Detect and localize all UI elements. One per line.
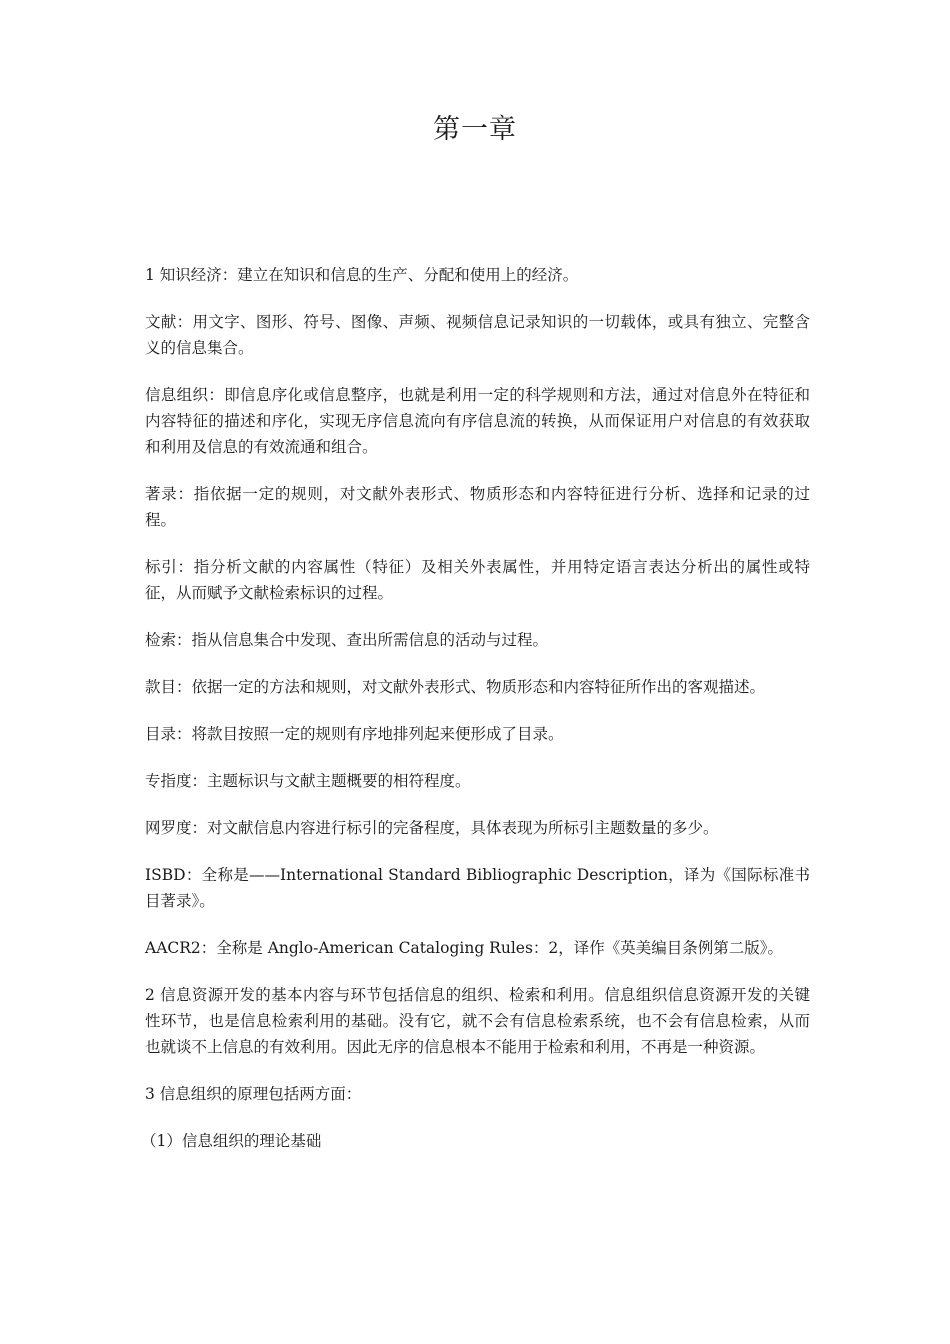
paragraph-indexing-definition: 标引：指分析文献的内容属性（特征）及相关外表属性，并用特定语言表达分析出的属性或特征，从而赋予文献检索标识的过程。 [145,558,810,602]
paragraph-resource-development: 2 信息资源开发的基本内容与环节包括信息的组织、检索和利用。信息组织信息资源开发的关键性环节，也是信息检索利用的基础。没有它，就不会有信息检索系统，也不会有信息检索，从而也就谈不上信息的有效利用。因此无序的信息根本不能用于检索和利用，不再是一种资源。 [145,986,810,1056]
paragraph-specificity-definition: 专指度：主题标识与文献主题概要的相符程度。 [145,772,471,790]
paragraph-aacr2-definition: AACR2：全称是 Anglo-American Cataloging Rules：2，译作《英美编目条例第二版》。 [145,939,784,957]
paragraph-theoretical-basis: （1）信息组织的理论基础 [141,1132,322,1150]
paragraph-description-definition: 著录：指依据一定的规则，对文献外表形式、物质形态和内容特征进行分析、选择和记录的过程。 [145,485,810,529]
paragraph-information-organization: 信息组织：即信息序化或信息整序，也就是利用一定的科学规则和方法，通过对信息外在特征和内容特征的描述和序化，实现无序信息流向有序信息流的转换，从而保证用户对信息的有效获取和利用及信息的有效流通和组合。 [145,386,810,456]
paragraph-document-definition: 文献：用文字、图形、符号、图像、声频、视频信息记录知识的一切载体，或具有独立、完整含义的信息集合。 [145,313,810,357]
paragraph-entry-definition: 款目：依据一定的方法和规则，对文献外表形式、物质形态和内容特征所作出的客观描述。 [145,678,766,696]
document-body [141,262,810,1175]
paragraph-catalog-definition: 目录：将款目按照一定的规则有序地排列起来便形成了目录。 [145,725,564,743]
paragraph-isbd-definition: ISBD：全称是——International Standard Bibliographic Description，译为《国际标准书目著录》。 [145,866,810,910]
chapter-title: 第一章 [433,114,517,145]
paragraph-knowledge-economy: 1 知识经济：建立在知识和信息的生产、分配和使用上的经济。 [145,266,579,284]
paragraph-organization-principles: 3 信息组织的原理包括两方面： [145,1085,362,1103]
paragraph-exhaustivity-definition: 网罗度：对文献信息内容进行标引的完备程度，具体表现为所标引主题数量的多少。 [145,819,719,837]
paragraph-retrieval-definition: 检索：指从信息集合中发现、查出所需信息的活动与过程。 [145,631,549,649]
